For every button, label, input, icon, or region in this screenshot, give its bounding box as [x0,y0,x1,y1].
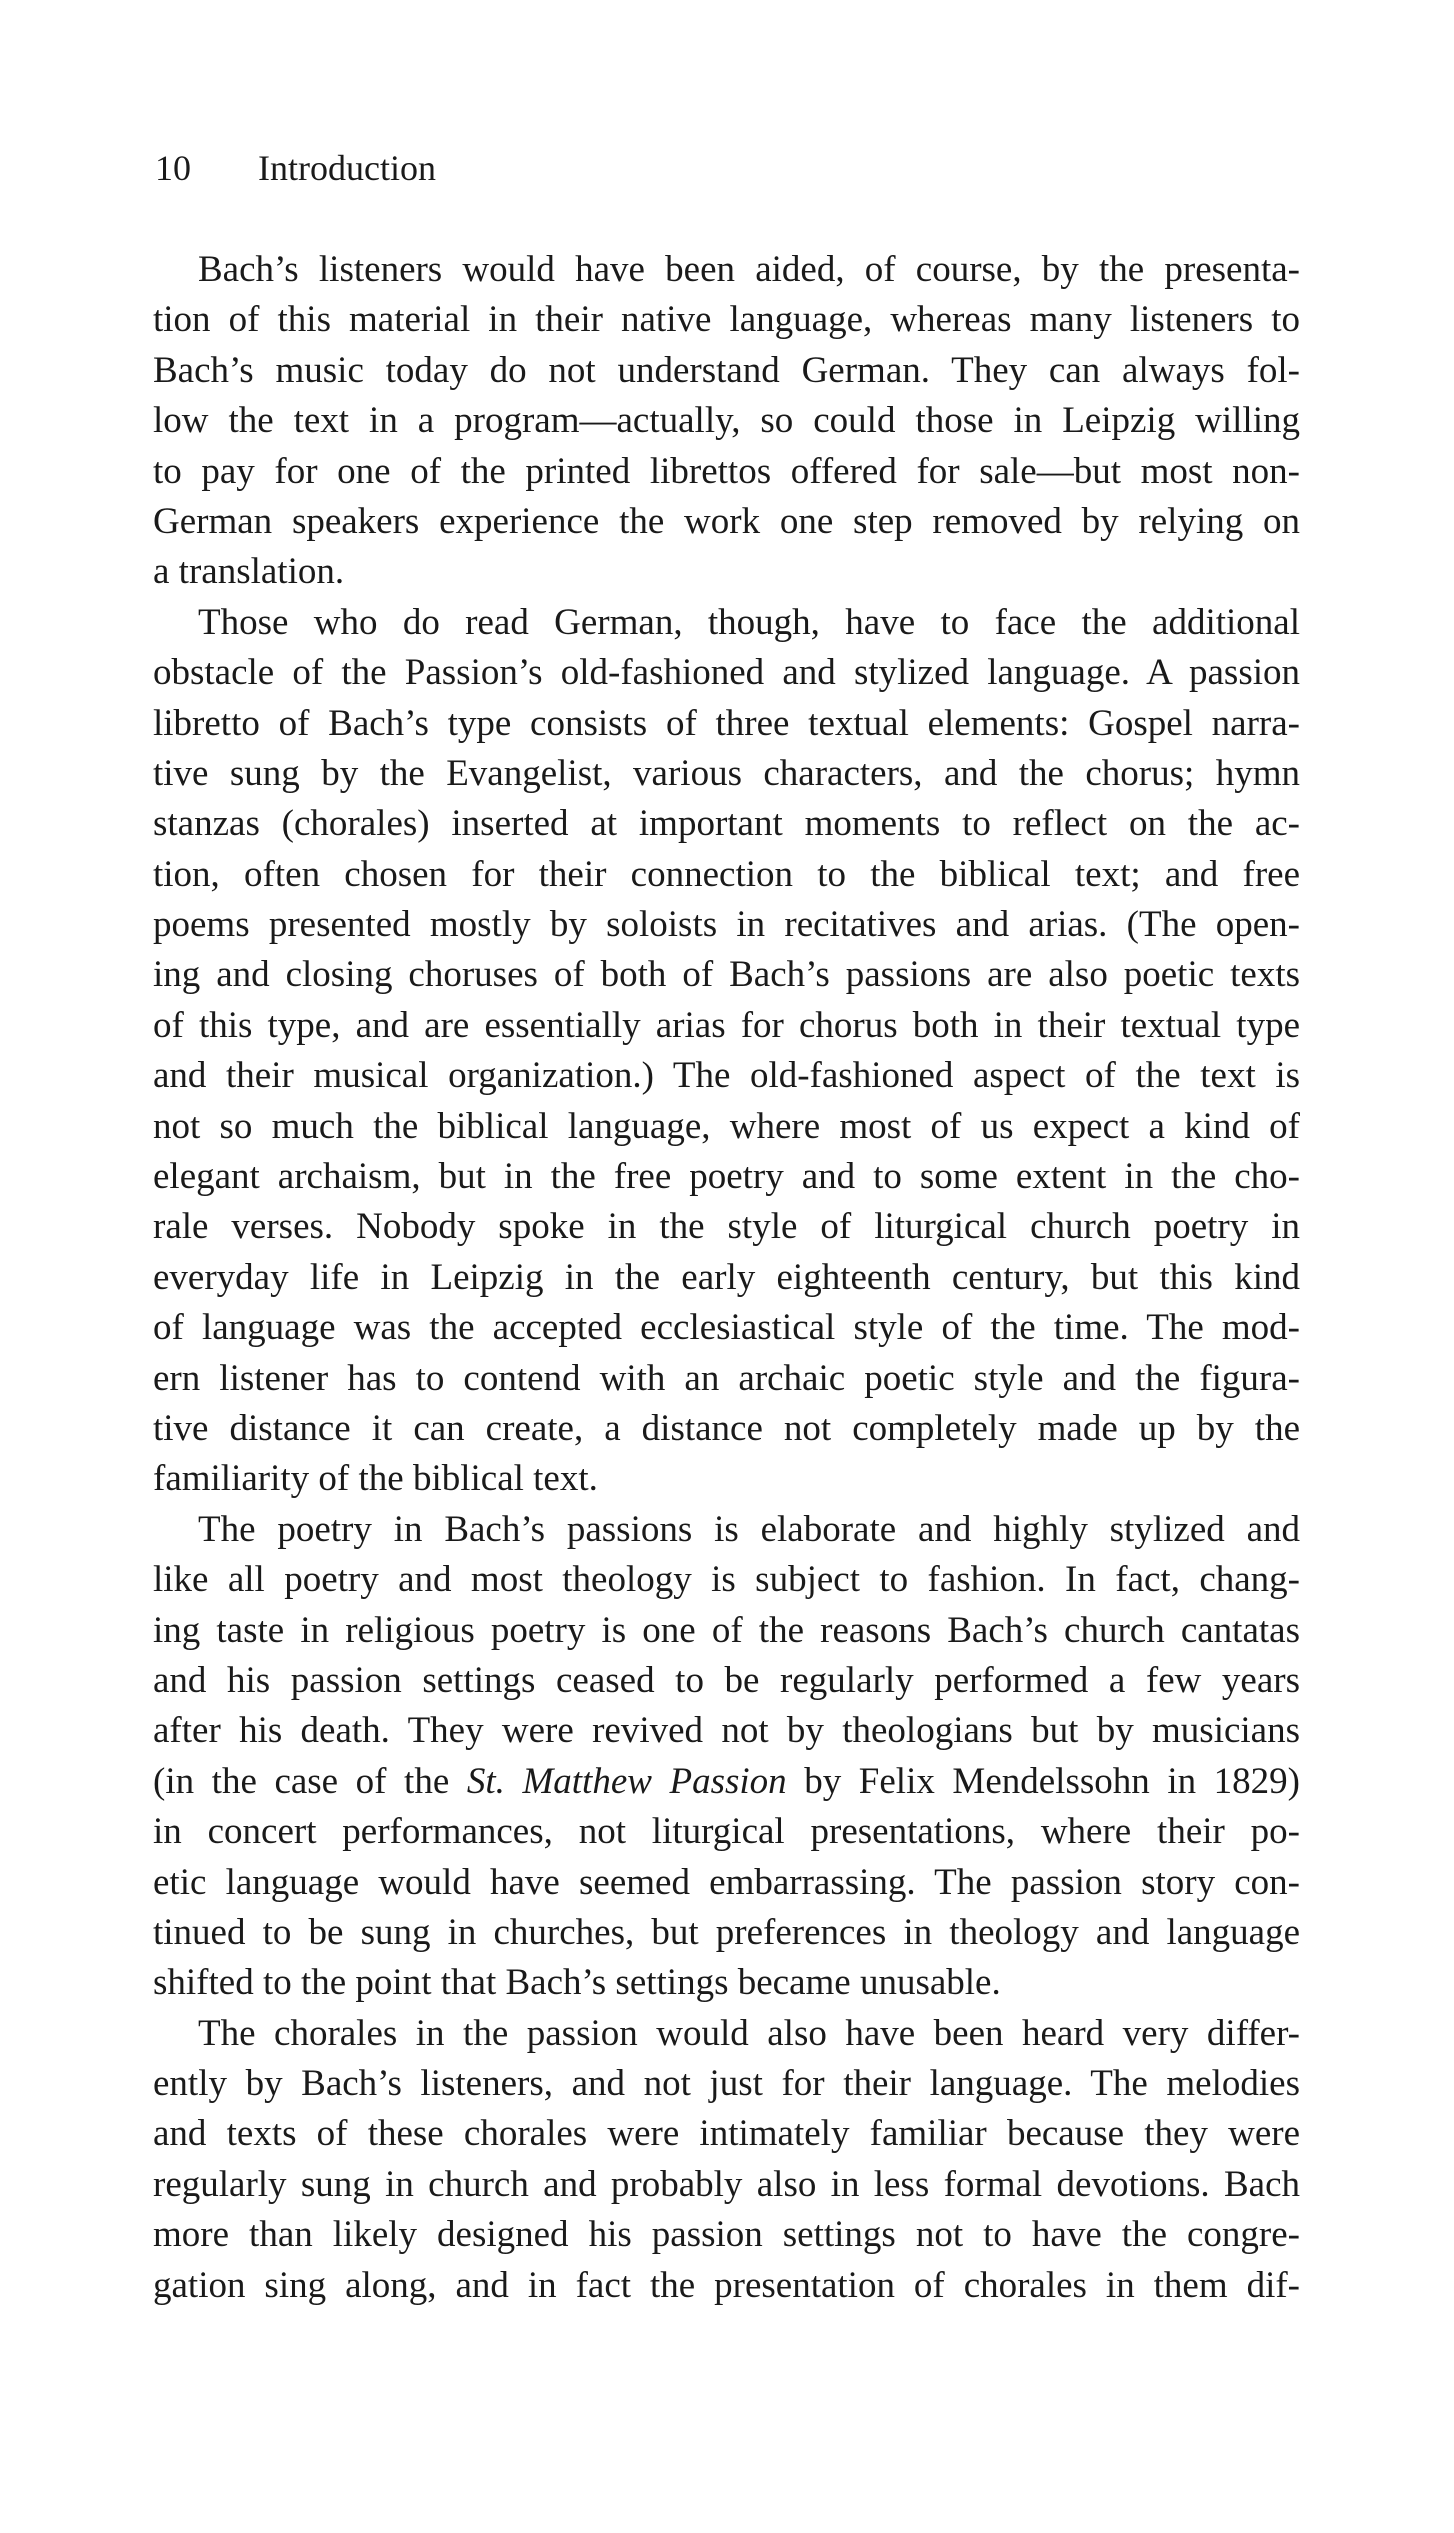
text-line: poems presented mostly by soloists in recitatives and arias. (The open- [153,904,1300,946]
text-line: rale verses. Nobody spoke in the style of liturgical church poetry in [153,1206,1300,1248]
text-line: more than likely designed his passion settings not to have the congre- [153,2214,1300,2256]
work-title: St. Matthew Passion [466,1760,787,1802]
text-line: to pay for one of the printed librettos offered for sale—but most non- [153,450,1300,492]
text-line: German speakers experience the work one step removed by relying on [153,500,1300,542]
paragraph-3 [153,1505,1300,2009]
text-line: everyday life in Leipzig in the early eighteenth century, but this kind [153,1256,1300,1298]
text-line: The poetry in Bach’s passions is elaborate and highly stylized and [198,1508,1300,1550]
text-line: after his death. They were revived not by theologians but by musicians [153,1710,1300,1752]
text-line: etic language would have seemed embarrassing. The passion story con- [153,1861,1300,1903]
body-text [153,245,1300,2311]
chapter-title: Introduction [258,148,436,188]
text-line: and texts of these chorales were intimately familiar because they were [153,2113,1300,2155]
text-line: like all poetry and most theology is subject to fashion. In fact, chang- [153,1559,1300,1601]
text-line: and his passion settings ceased to be regularly performed a few years [153,1659,1300,1701]
text-line: a translation. [153,551,345,593]
text-line: Bach’s music today do not understand German. They can always fol- [153,349,1300,391]
text-line: tion of this material in their native language, whereas many listeners to [153,299,1300,341]
text-line: and their musical organization.) The old-fashioned aspect of the text is [153,1055,1300,1097]
text-line: shifted to the point that Bach’s settings became unusable. [153,1962,1001,2004]
text-line: tive distance it can create, a distance not completely made up by the [153,1407,1300,1449]
text-line: ing and closing choruses of both of Bach’s passions are also poetic texts [153,954,1300,996]
text-line: elegant archaism, but in the free poetry and to some extent in the cho- [153,1156,1300,1198]
text-line: ern listener has to contend with an archaic poetic style and the figura- [153,1357,1300,1399]
text-line: The chorales in the passion would also have been heard very differ- [198,2012,1300,2054]
text-line: of this type, and are essentially arias for chorus both in their textual type [153,1004,1300,1046]
text-line: not so much the biblical language, where most of us expect a kind of [153,1105,1300,1147]
text-run: (in the case of the [153,1760,467,1802]
text-run: by Felix Mendelssohn in 1829) [786,1760,1300,1802]
text-line: tion, often chosen for their connection to the biblical text; and free [153,853,1300,895]
text-line: familiarity of the biblical text. [153,1458,598,1500]
text-line: low the text in a program—actually, so could those in Leipzig willing [153,400,1300,442]
text-line: obstacle of the Passion’s old-fashioned and stylized language. A passion [153,652,1300,694]
text-line: tive sung by the Evangelist, various characters, and the chorus; hymn [153,752,1300,794]
text-line: Bach’s listeners would have been aided, of course, by the presenta- [198,249,1300,290]
text-line: of language was the accepted ecclesiastical style of the time. The mod- [153,1307,1300,1349]
text-line: in concert performances, not liturgical presentations, where their po- [153,1811,1300,1853]
text-line: tinued to be sung in churches, but preferences in theology and language [153,1911,1300,1953]
text-line: Those who do read German, though, have to face the additional [198,601,1300,643]
text-line: libretto of Bach’s type consists of three textual elements: Gospel narra- [153,702,1300,744]
paragraph-2 [153,598,1300,1505]
paragraph-1 [153,245,1300,598]
text-line: ently by Bach’s listeners, and not just for their language. The melodies [153,2063,1300,2105]
text-line-with-title [153,1757,1300,1807]
running-head [155,148,436,188]
page-number: 10 [155,148,191,188]
text-line: gation sing along, and in fact the presentation of chorales in them dif- [153,2264,1300,2306]
text-line: ing taste in religious poetry is one of the reasons Bach’s church cantatas [153,1609,1300,1651]
paragraph-4 [153,2009,1300,2311]
text-line: regularly sung in church and probably also in less formal devotions. Bach [153,2163,1300,2205]
text-line: stanzas (chorales) inserted at important moments to reflect on the ac- [153,803,1300,845]
